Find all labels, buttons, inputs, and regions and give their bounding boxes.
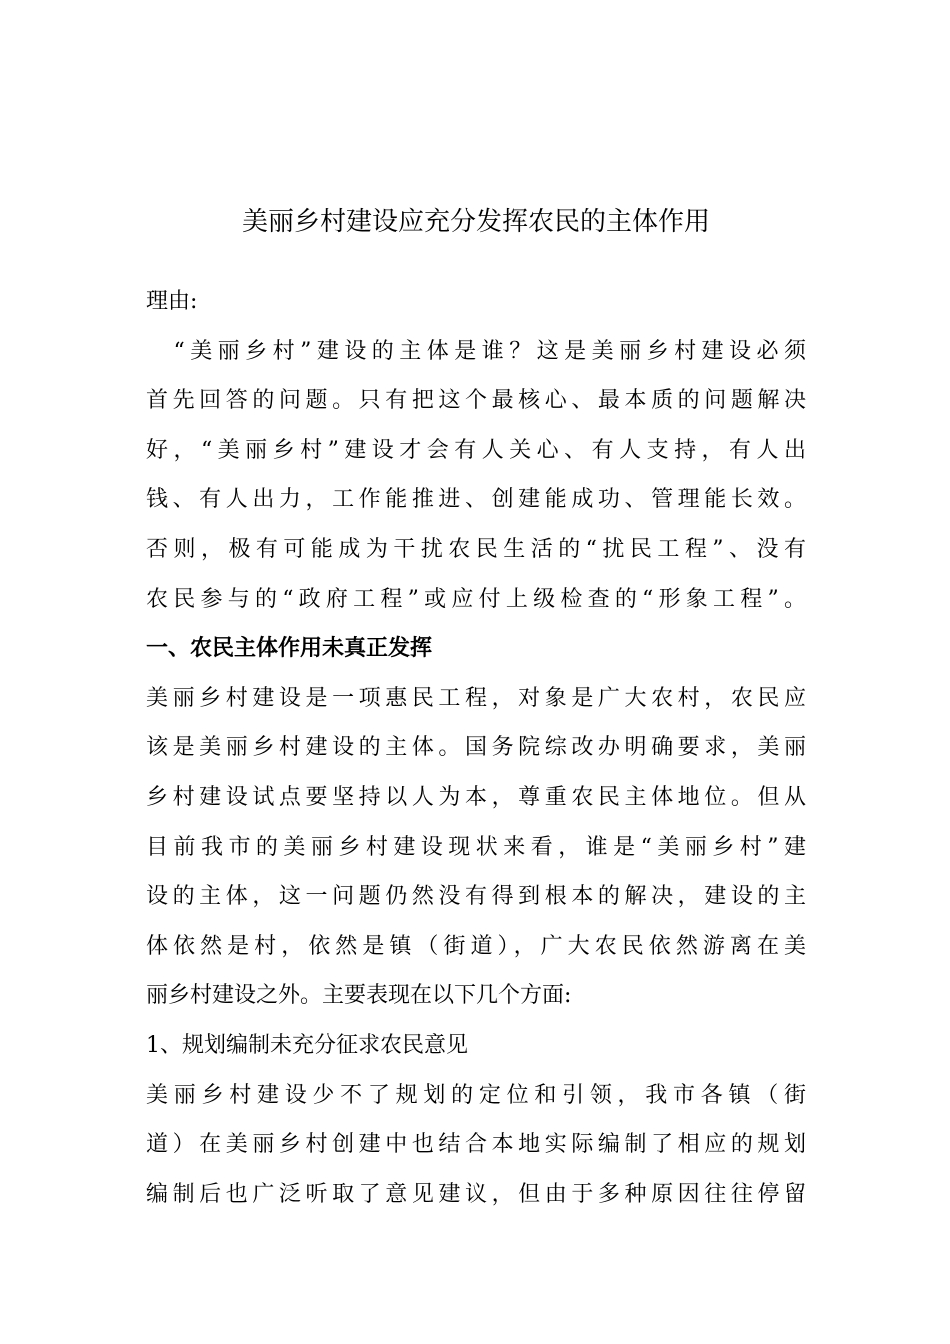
text-line: 体依然是村，依然是镇（街道），广大农民依然游离在美: [146, 933, 806, 959]
subsection-heading: 1、规划编制未充分征求农民意见: [146, 1032, 468, 1058]
paragraph-section-1: [146, 674, 806, 1021]
text-line: 美丽乡村建设是一项惠民工程，对象是广大农村，农民应: [146, 685, 806, 711]
text-line: 钱、有人出力，工作能推进、创建能成功、管理能长效。: [146, 487, 806, 513]
text-line: “美丽乡村”建设的主体是谁？这是美丽乡村建设必须: [146, 338, 806, 364]
text-line: 目前我市的美丽乡村建设现状来看，谁是“美丽乡村”建: [146, 834, 806, 860]
text-line: 编制后也广泛听取了意见建议，但由于多种原因往往停留: [146, 1181, 806, 1207]
text-line: 首先回答的问题。只有把这个最核心、最本质的问题解决: [146, 388, 806, 414]
text-line: 否则，极有可能成为干扰农民生活的“扰民工程”、没有: [146, 536, 806, 562]
section-heading: 一、农民主体作用未真正发挥: [146, 635, 433, 662]
paragraph-subsection-1: [146, 1071, 806, 1220]
text-line: 乡村建设试点要坚持以人为本，尊重农民主体地位。但从: [146, 784, 806, 810]
text-line: 美丽乡村建设少不了规划的定位和引领，我市各镇（街: [146, 1082, 806, 1108]
document-body: [146, 277, 806, 1219]
paragraph-intro: [146, 327, 806, 625]
text-line: 该是美丽乡村建设的主体。国务院综改办明确要求，美丽: [146, 735, 806, 761]
text-line: 农民参与的“政府工程”或应付上级检查的“形象工程”。: [146, 586, 806, 612]
text-line: 丽乡村建设之外。主要表现在以下几个方面:: [146, 983, 572, 1009]
text-line: 设的主体，这一问题仍然没有得到根本的解决，建设的主: [146, 884, 806, 910]
document-title: 美丽乡村建设应充分发挥农民的主体作用: [241, 207, 710, 237]
text-line: 好，“美丽乡村”建设才会有人关心、有人支持，有人出: [146, 437, 806, 463]
reason-label: 理由:: [146, 289, 198, 314]
text-line: 道）在美丽乡村创建中也结合本地实际编制了相应的规划: [146, 1132, 806, 1158]
